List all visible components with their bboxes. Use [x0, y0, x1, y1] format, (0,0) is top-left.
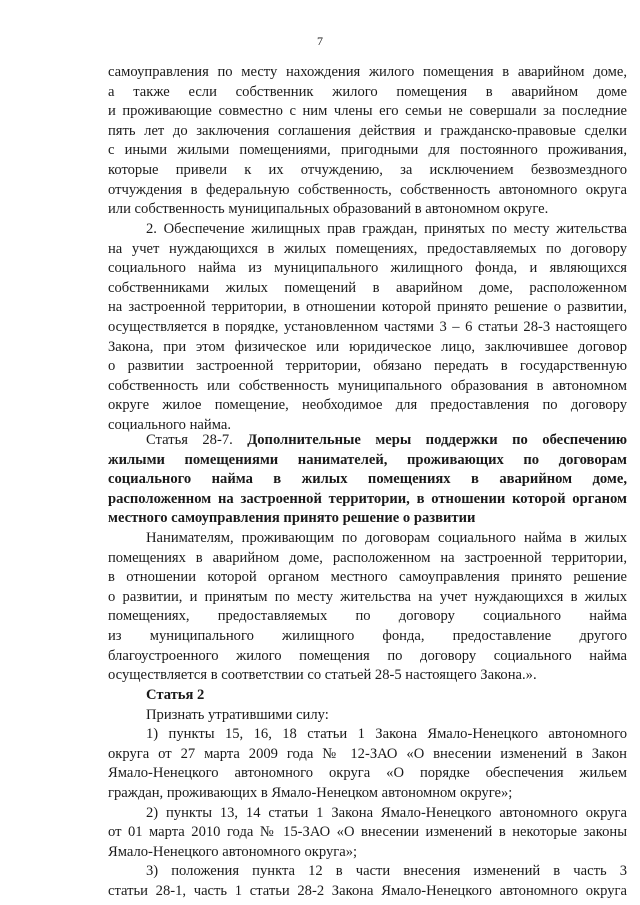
text-line: Признать утратившими силу: — [146, 706, 329, 723]
text-line: жилыми помещениями нанимателей, проживающих по договорам — [108, 451, 627, 468]
text-line: 3) положения пункта 12 в части внесения изменений в часть 3 — [146, 863, 627, 880]
text-line: Закона, при этом физическое или юридическое лицо, заключившее договор — [108, 338, 627, 355]
text-line: с иными жилыми помещениями, пригодными для постоянного проживания, — [108, 142, 627, 159]
text-line: самоуправления по месту нахождения жилого помещения в аварийном доме, — [108, 64, 627, 80]
text-line: из муниципального жилищного фонда, предоставление другого — [108, 627, 627, 644]
text-line: пять лет до заключения соглашения действия и гражданско-правовые сделки — [108, 122, 627, 139]
text-line: осуществляется в порядке, установленном частями 3 – 6 статьи 28-3 настоящего — [108, 318, 627, 335]
text-line: социального найма. — [108, 416, 231, 433]
page-number: 7 — [317, 34, 323, 48]
text-line: расположенном на застроенной территории, в отношении которой органом — [108, 490, 627, 507]
text-line: помещениях в аварийном доме, расположенном на застроенной территории, — [108, 549, 627, 566]
text-line: которые привели к их отчуждению, за исключением безвозмездного — [108, 161, 627, 178]
paragraph-2 — [108, 220, 627, 436]
text-line: и проживающие совместно с ним члены его семьи не совершали за последние — [108, 103, 627, 120]
text-line: местного самоуправления принято решение о развитии — [108, 510, 476, 527]
text-line: граждан, проживающих в Ямало-Ненецком автономном округе»; — [108, 784, 513, 801]
text-line: статьи 28-1, часть 1 статьи 28-2 Закона Ямало-Ненецкого автономного округа — [108, 882, 627, 899]
text-line: социального найма в жилых помещениях в аварийном доме, — [108, 471, 627, 488]
text-line: Статья 28-7. Дополнительные меры поддержки по обеспечению — [146, 432, 627, 448]
text-line: Нанимателям, проживающим по договорам социального найма в жилых — [146, 530, 627, 546]
text-line: от 01 марта 2010 года № 15-ЗАО «О внесении изменений в некоторые законы — [108, 824, 627, 841]
text-line: о развитии застроенной территории, обязано передать в государственную — [108, 358, 627, 375]
text-line: 1) пункты 15, 16, 18 статьи 1 Закона Ямало-Ненецкого автономного — [146, 726, 627, 743]
text-line: благоустроенного жилого помещения по договору социального найма — [108, 647, 627, 664]
paragraph-3 — [108, 431, 627, 529]
text-line: социального найма из муниципального жилищного фонда, и являющихся — [108, 260, 627, 277]
paragraph-5 — [108, 686, 627, 902]
text-line: собственниками жилых помещений в аварийном доме, расположенном — [108, 279, 627, 296]
text-line: осуществляется в соответствии со статьей 28-5 настоящего Закона.». — [108, 667, 537, 684]
text-line: округа от 27 марта 2009 года № 12-ЗАО «О внесении изменений в Закон — [108, 745, 627, 762]
paragraph-1 — [108, 63, 627, 220]
paragraph-4 — [108, 529, 627, 686]
text-line: а также если собственник жилого помещения в аварийном доме — [108, 83, 627, 100]
text-line: на учет нуждающихся в жилых помещениях, предоставляемых по договору — [108, 240, 627, 257]
text-line: Ямало-Ненецкого автономного округа «О порядке обеспечения жильем — [108, 765, 627, 782]
text-line: отчуждения в федеральную собственность, собственность автономного округа — [108, 181, 627, 198]
text-line: на застроенной территории, в отношении которой принято решение о развитии, — [108, 299, 627, 316]
text-line: 2) пункты 13, 14 статьи 1 Закона Ямало-Ненецкого автономного округа — [146, 804, 627, 821]
text-line: Статья 2 — [146, 687, 205, 703]
text-line: помещениях, предоставляемых по договору социального найма — [108, 608, 627, 625]
article-title: Дополнительные меры поддержки по обеспечению — [232, 432, 627, 448]
text-line: в отношении которой органом местного самоуправления принято решение — [108, 569, 627, 586]
text-line: 2. Обеспечение жилищных прав граждан, принятых по месту жительства — [146, 221, 627, 237]
text-line: собственность или собственность муниципального образования в автономном — [108, 377, 627, 394]
text-line: Ямало-Ненецкого автономного округа»; — [108, 843, 358, 860]
text-line: или собственность муниципальных образований в автономном округе. — [108, 201, 549, 218]
text-line: о развитии, и принятым по месту жительства на учет нуждающихся в жилых — [108, 588, 627, 605]
text-line: округе жилое помещение, необходимое для предоставления по договору — [108, 397, 627, 414]
